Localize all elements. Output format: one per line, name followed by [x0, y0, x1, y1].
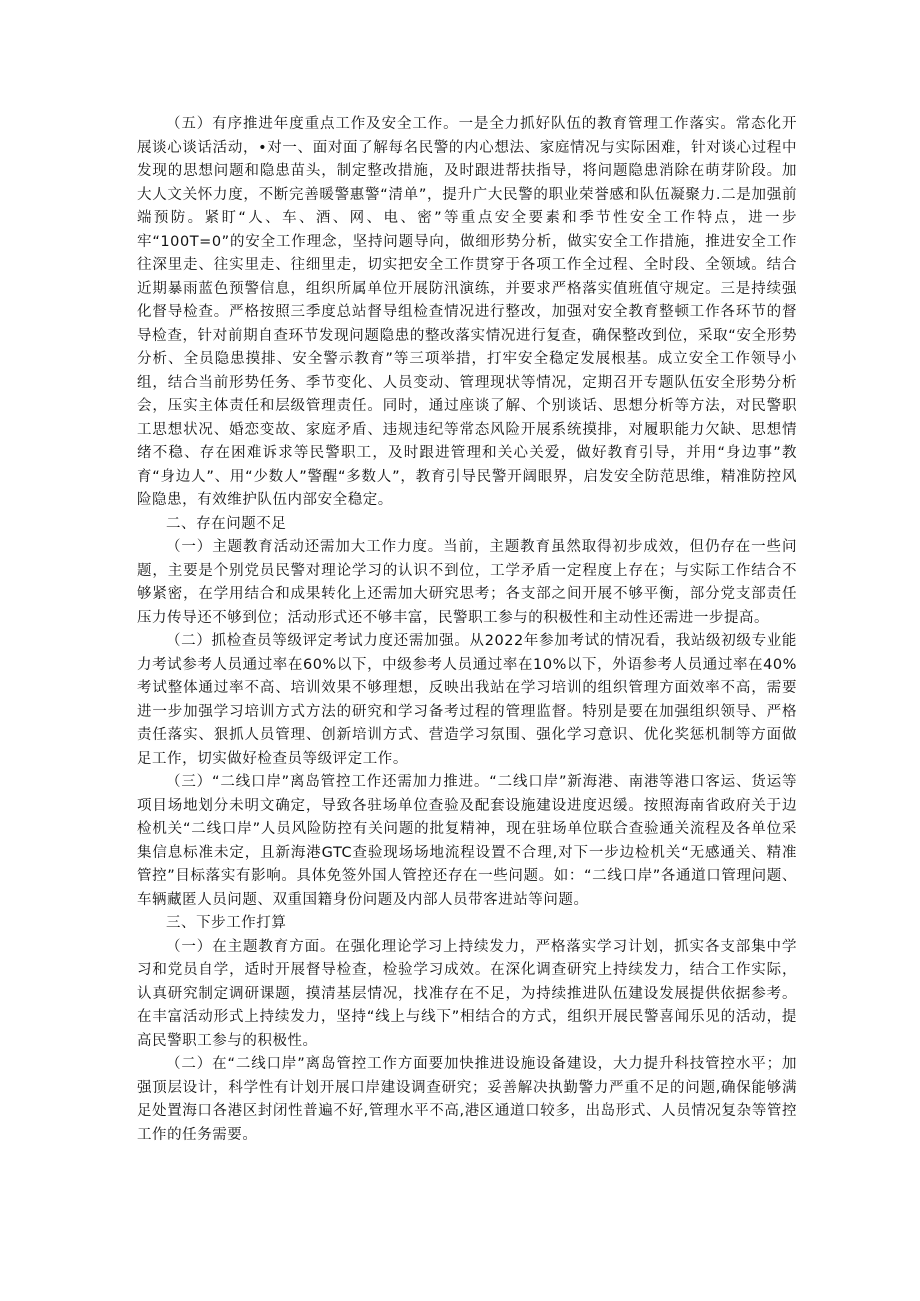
- paragraph-safety-work: （五）有序推进年度重点工作及安全工作。一是全力抓好队伍的教育管理工作落实。常态化开展谈心谈话活动，•对一、面对面了解每名民警的内心想法、家庭情况与实际困难，针对谈心过程中发现的思想问题和隐患苗头，制定整改措施，及时跟进帮扶指导，将问题隐患消除在萌芽阶段。加大人文关怀力度，不断完善暖警惠警“清单”，提升广大民警的职业荣誉感和队伍凝聚力.二是加强前端预防。紧盯“人、车、酒、网、电、密”等重点安全要素和季节性安全工作特点，进一步牢“100T=0”的安全工作理念，坚持问题导向，做细形势分析，做实安全工作措施，推进安全工作往深里走、往实里走、往细里走，切实把安全工作贯穿于各项工作全过程、全时段、全领域。结合近期暴雨蓝色预警信息，组织所属单位开展防汛演练，并要求严格落实值班值守规定。三是持续强化督导检查。严格按照三季度总站督导组检查情况进行整改，加强对安全教育整顿工作各环节的督导检查，针对前期自查环节发现问题隐患的整改落实情况进行复查，确保整改到位，采取“安全形势分析、全员隐患摸排、安全警示教育”等三项举措，打牢安全稳定发展根基。成立安全工作领导小组，结合当前形势任务、季节变化、人员变动、管理现状等情况，定期召开专题队伍安全形势分析会，压实主体责任和层级管理责任。同时，通过座谈了解、个别谈话、思想分析等方法，对民警职工思想状况、婚恋变故、家庭矛盾、违规违纪等常态风险开展系统摸排，对履职能力欠缺、思想情绪不稳、存在困难诉求等民警职工，及时跟进管理和关心关爱，做好教育引导，并用“身边事”教育“身边人”、用“少数人”警醒“多数人”，教育引导民警开阔眼界，启发安全防范思维，精准防控风险隐患，有效维护队伍内部安全稳定。: [137, 116, 797, 508]
- paragraph-theme-education-plan: （一）在主题教育方面。在强化理论学习上持续发力，严格落实学习计划，抓实各支部集中学习和党员自学，适时开展督导检查，检验学习成效。在深化调查研究上持续发力，结合工作实际，认真研究制定调研课题，摸清基层情况，找准存在不足，为持续推进队伍建设发展提供依据参考。在丰富活动形式上持续发力，坚持“线上与线下”相结合的方式，组织开展民警喜闻乐见的活动，提高民警职工参与的积极性。: [137, 938, 797, 1049]
- paragraph-second-line-port-plan: （二）在“二线口岸”离岛管控工作方面要加快推进设施设备建设，大力提升科技管控水平；加强顶层设计，科学性有计划开展口岸建设调查研究；妥善解决执勤警力严重不足的问题,确保能够满足处置海口各港区封闭性普遍不好,管理水平不高,港区通道口较多，出岛形式、人员情况复杂等管控工作的任务需要。: [137, 1056, 797, 1143]
- paragraph-second-line-port-problem: （三）“二线口岸”离岛管控工作还需加力推进。“二线口岸”新海港、南港等港口客运、货运等项目场地划分未明文确定，导致各驻场单位查验及配套设施建设进度迟缓。按照海南省政府关于边检机关“二线口岸”人员风险防控有关问题的批复精神，现在驻场单位联合查验通关流程及各单位采集信息标准未定，且新海港GTC查验现场场地流程设置不合理,对下一步边检机关“无感通关、精准管控”目标落实有影响。具体免签外国人管控还存在一些问题。如：“二线口岸”各通道口管理问题、车辆藏匿人员问题、双重国籍身份问题及内部人员带客进站等问题。: [137, 774, 797, 908]
- paragraph-inspector-exam-problem: （二）抓检查员等级评定考试力度还需加强。从2022年参加考试的情况看，我站级初级专业能力考试参考人员通过率在60%以下，中级参考人员通过率在10%以下，外语参考人员通过率在40%考试整体通过率不高、培训效果不够理想，反映出我站在学习培训的组织管理方面效率不高，需要进一步加强学习培训方式方法的研究和学习备考过程的管理监督。特别是要在加强组织领导、严格责任落实、狠抓人员管理、创新培训方式、营造学习氛围、强化学习意识、优化奖惩机制等方面做足工作，切实做好检查员等级评定工作。: [137, 633, 797, 767]
- section-heading-problems: 二、存在问题不足: [166, 515, 287, 532]
- section-heading-next-steps: 三、下步工作打算: [166, 915, 287, 931]
- paragraph-theme-education-problem: （一）主题教育活动还需加大工作力度。当前，主题教育虽然取得初步成效，但仍存在一些问题，主要是个别党员民警对理论学习的认识不到位，工学矛盾一定程度上存在；与实际工作结合不够紧密，在学用结合和成果转化上还需加大研究思考；各支部之间开展不够平衡，部分党支部责任压力传导还不够到位；活动形式还不够丰富，民警职工参与的积极性和主动性还需进一步提高。: [137, 539, 797, 626]
- document-page: [137, 113, 797, 1147]
